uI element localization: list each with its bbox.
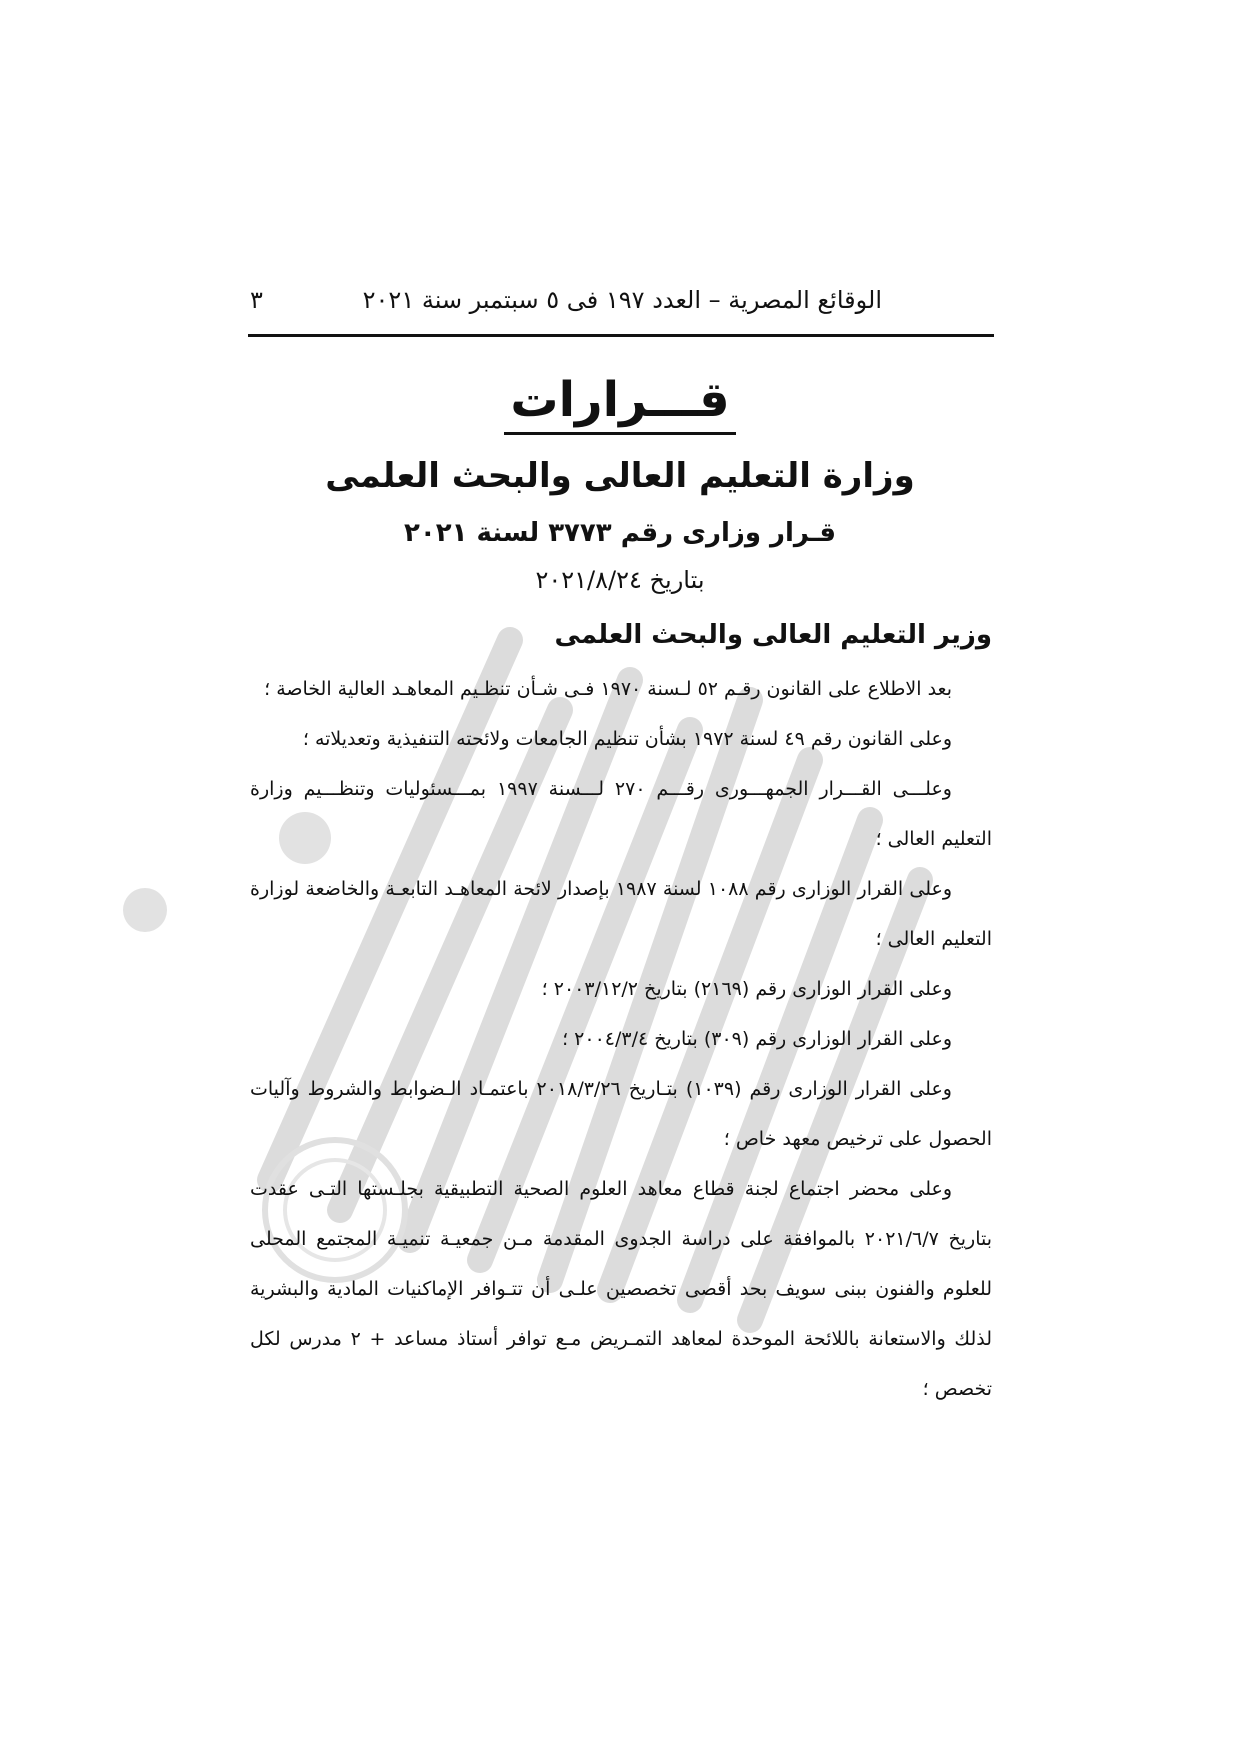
preamble-paragraph: وعلى القرار الوزارى رقم ١٠٨٨ لسنة ١٩٨٧ بإصدار لائحة المعاهـد التابعـة والخاضعة لوزارة التعليم العالى ؛ bbox=[250, 878, 992, 950]
preamble-paragraph: وعلـــى القـــرار الجمهـــورى رقـــم ٢٧٠ لـــسنة ١٩٩٧ بمـــسئوليات وتنظـــيم وزارة التعليم العالى ؛ bbox=[250, 778, 992, 850]
preamble-paragraph: وعلى القرار الوزارى رقم (١٠٣٩) بتـاريخ ٢٠١٨/٣/٢٦ باعتمـاد الـضوابط والشروط وآليات الحصول على ترخيص معهد خاص ؛ bbox=[250, 1078, 992, 1150]
preamble-paragraph: وعلى القرار الوزارى رقم (٣٠٩) بتاريخ ٢٠٠٤/٣/٤ ؛ bbox=[562, 1028, 952, 1050]
gazette-header-title: الوقائع المصرية – العدد ١٩٧ فى ٥ سبتمبر سنة ٢٠٢١ bbox=[362, 286, 882, 314]
minister-heading: وزير التعليم العالى والبحث العلمى bbox=[554, 620, 992, 650]
preamble-paragraph: وعلى القانون رقم ٤٩ لسنة ١٩٧٢ بشأن تنظيم الجامعات ولائحته التنفيذية وتعديلاته ؛ bbox=[302, 728, 952, 750]
section-title-text: قـــرارات bbox=[504, 372, 735, 435]
decree-date: بتاريخ ٢٠٢١/٨/٢٤ bbox=[535, 566, 705, 594]
header-divider bbox=[248, 334, 994, 337]
preamble-paragraph: بعد الاطلاع على القانون رقـم ٥٢ لـسنة ١٩٧٠ فـى شـأن تنظـيم المعاهـد العالية الخاصة ؛ bbox=[264, 678, 952, 700]
decree-preamble bbox=[250, 664, 992, 1414]
preamble-paragraph: وعلى محضر اجتماع لجنة قطاع معاهد العلوم الصحية التطبيقية بجلـستها التـى عقدت بتاريخ ٢٠٢١/٦/٧ بالموافقة على دراسة الجدوى المقدمة مـن جمعيـة تنميـة المجتمع المحلى للعلوم والفنون ببنى سويف بحد أقصى تخصصين علـى أن تتـوافر الإماكنيات المادية والبشرية لذلك والاستعانة باللائحة الموحدة لمعاهد التمـريض مـع توافر أستاذ مساعد + ٢ مدرس لكل تخصص ؛ bbox=[250, 1178, 993, 1400]
ministry-name: وزارة التعليم العالى والبحث العلمى bbox=[325, 456, 915, 496]
page-number: ٣ bbox=[250, 286, 263, 314]
page-header bbox=[250, 282, 992, 326]
decree-title: قـرار وزارى رقم ٣٧٧٣ لسنة ٢٠٢١ bbox=[403, 518, 837, 548]
section-title bbox=[0, 372, 1240, 428]
preamble-paragraph: وعلى القرار الوزارى رقم (٢١٦٩) بتاريخ ٢٠٠٣/١٢/٢ ؛ bbox=[541, 978, 952, 1000]
